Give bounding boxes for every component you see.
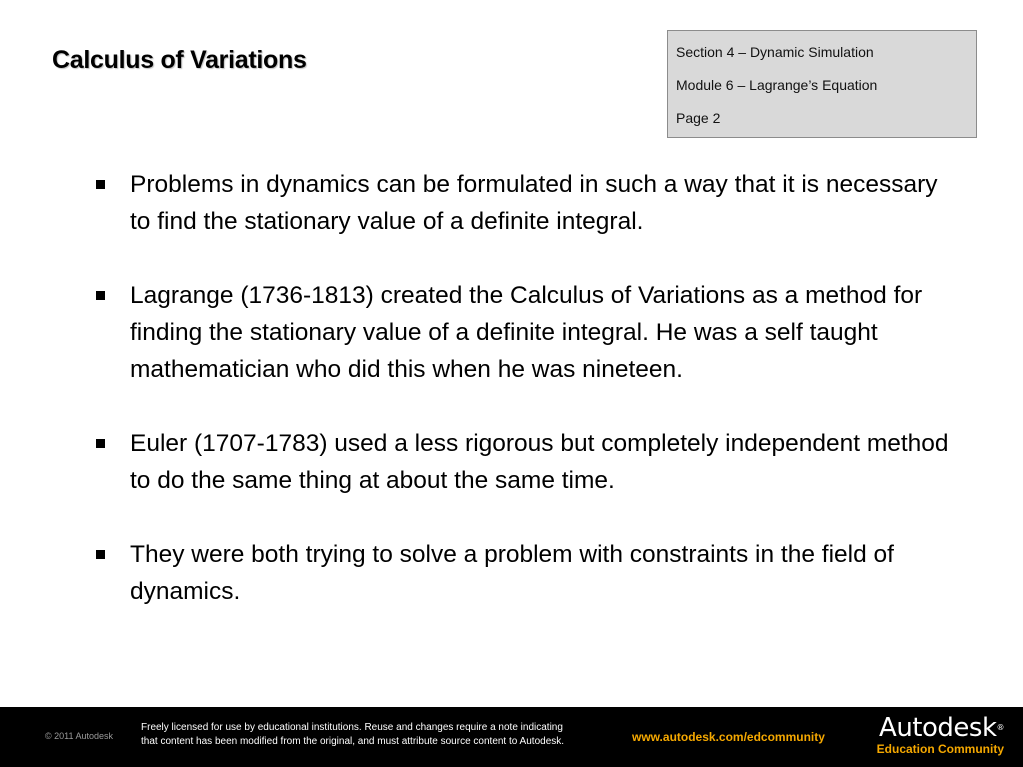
bullet-item [96,277,956,388]
bullet-text: Problems in dynamics can be formulated in such a way that it is necessary to find the stationary value of a definite integral. [130,171,938,235]
autodesk-logo [864,714,1004,756]
module-label: Module 6 – Lagrange’s Equation [676,77,878,93]
page-label: Page 2 [676,110,721,126]
brand-subtitle: Education Community [876,742,1004,756]
license-line: Freely licensed for use by educational institutions. Reuse and changes require a note indicating [141,722,563,733]
bullet-item [96,536,956,610]
bullet-item [96,166,956,240]
square-bullet-icon [96,291,105,300]
brand-name: Autodesk [879,713,997,743]
license-line: that content has been modified from the original, and must attribute source content to Autodesk. [141,736,565,747]
square-bullet-icon [96,439,105,448]
license-text [141,721,621,749]
square-bullet-icon [96,550,105,559]
section-info-box [667,30,977,138]
edcommunity-link[interactable]: www.autodesk.com/edcommunity [632,730,825,744]
brand-wordmark [864,714,1004,742]
trademark-symbol: ® [996,723,1004,732]
section-label: Section 4 – Dynamic Simulation [676,44,874,60]
bullet-text: Euler (1707-1783) used a less rigorous but completely independent method to do the same thing at about the same time. [130,430,949,494]
square-bullet-icon [96,180,105,189]
footer-bar [0,707,1023,767]
bullet-list [96,166,956,647]
copyright-text: © 2011 Autodesk [45,731,114,741]
slide-title: Calculus of Variations [52,46,307,74]
bullet-text: They were both trying to solve a problem with constraints in the field of dynamics. [130,541,894,605]
bullet-item [96,425,956,499]
bullet-text: Lagrange (1736-1813) created the Calculus of Variations as a method for finding the stationary value of a definite integral. He was a self taught mathematician who did this when he was nineteen. [130,282,923,383]
